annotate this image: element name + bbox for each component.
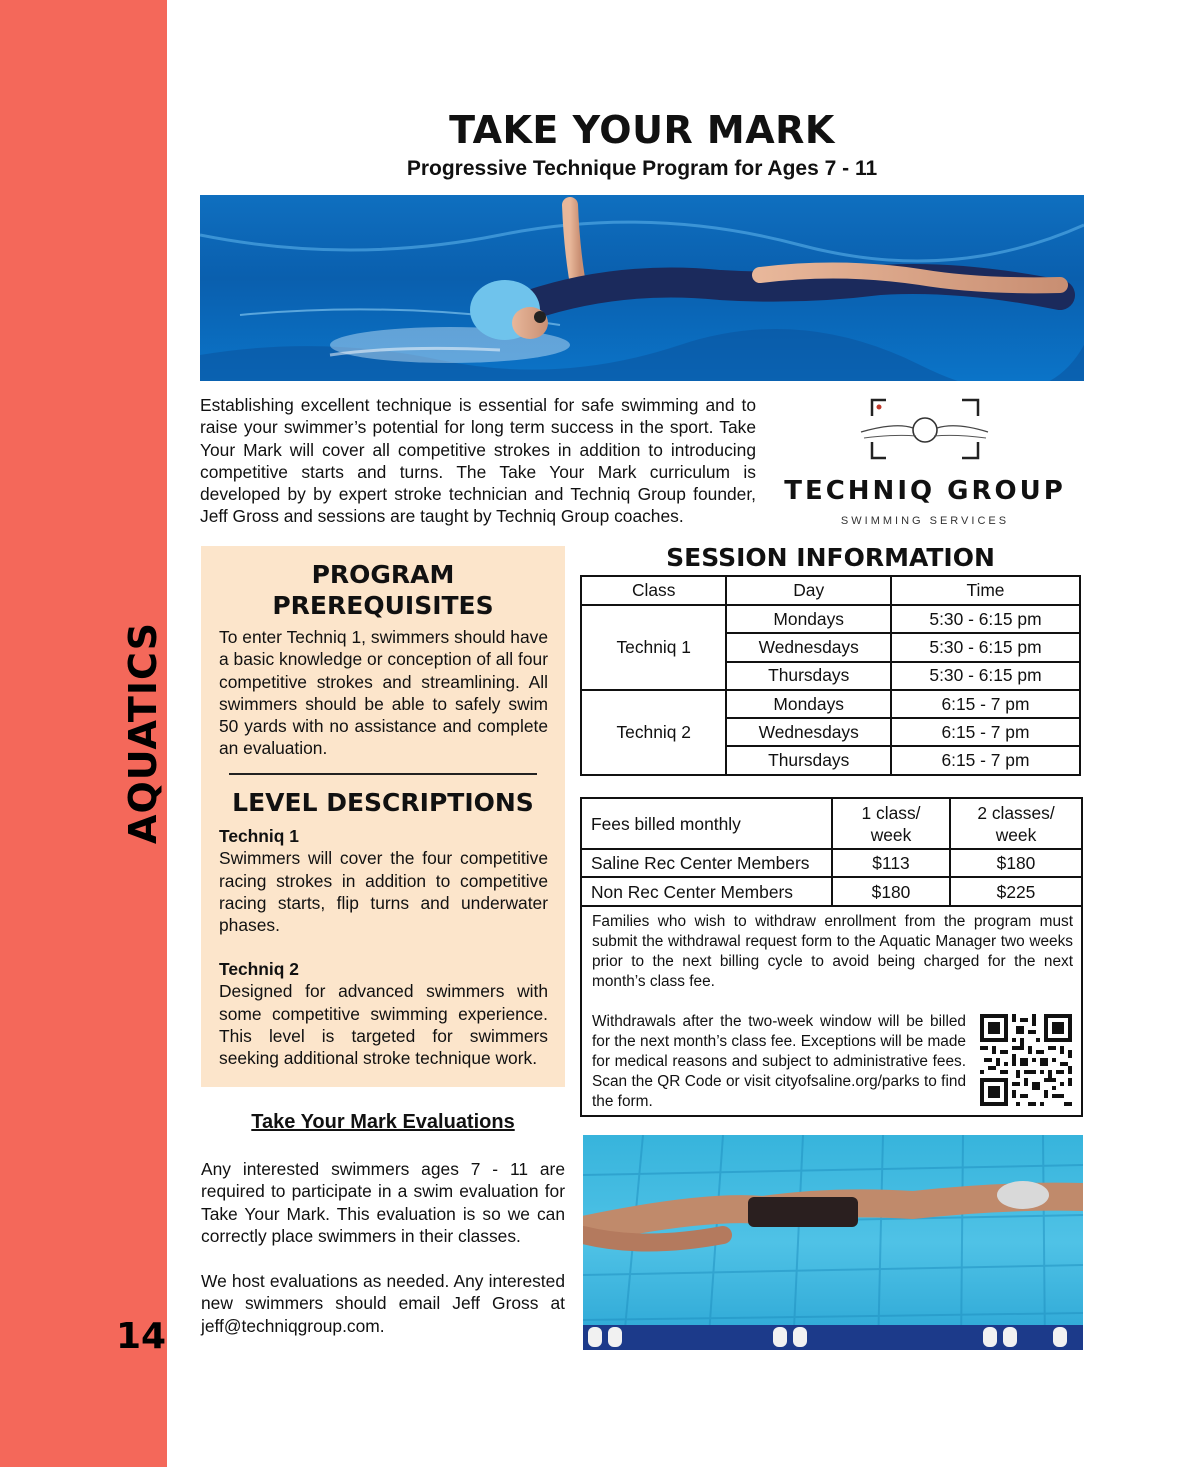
level-descriptions-heading: LEVEL DESCRIPTIONS [232,788,534,817]
intro-paragraph: Establishing excellent technique is essential for safe swimming and to raise your swimmer’s potential for long term success in the sport. Take Your Mark will cover all competitive strokes in addition to introducing competitive starts and turns. The Take Your Mark curriculum is developed by by expert stroke technician and Techniq Group founder, Jeff Gross and sessions are taught by Techniq Group coaches. [200,395,756,527]
class-cell: Techniq 1 [581,605,726,690]
divider [229,773,537,775]
day-cell: Wednesdays [726,633,891,661]
fees-col-header: 2 classes/ week [950,799,1081,849]
day-cell: Thursdays [726,662,891,690]
column-header: Time [891,576,1080,605]
class-cell: Techniq 2 [581,690,726,775]
time-cell: 5:30 - 6:15 pm [891,605,1080,633]
day-cell: Wednesdays [726,718,891,746]
fees-table [582,799,1081,907]
time-cell: 6:15 - 7 pm [891,718,1080,746]
page-subtitle: Progressive Technique Program for Ages 7 - 11 [406,157,878,180]
level-text: Designed for advanced swimmers with some competitive swimming experience. This level is targeted for swimmers seeking additional stroke technique work. [219,981,548,1069]
day-cell: Mondays [726,690,891,718]
day-cell: Thursdays [726,746,891,774]
fees-row-label: Saline Rec Center Members [582,849,832,877]
level-text: Swimmers will cover the four competitive racing strokes in addition to competitive racing starts, flip turns and underwater phases. [219,848,548,936]
underwater-swimmer-photo [583,1135,1083,1350]
section-label: AQUATICS [121,622,165,844]
table-header-row [582,799,1081,849]
column-header: Day [726,576,891,605]
level-item [219,958,548,1069]
time-cell: 6:15 - 7 pm [891,690,1080,718]
evaluations-heading: Take Your Mark Evaluations [251,1111,515,1133]
prerequisites-box [201,546,565,1087]
fees-col-header: 1 class/ week [832,799,950,849]
level-item [219,825,548,936]
table-row [581,690,1080,718]
time-cell: 5:30 - 6:15 pm [891,633,1080,661]
fees-cell: $180 [950,849,1081,877]
logo-name: TECHNIQ GROUP [784,476,1066,506]
qr-code-icon[interactable] [980,1014,1072,1106]
prerequisites-heading [201,559,565,621]
time-cell: 6:15 - 7 pm [891,746,1080,774]
session-heading: SESSION INFORMATION [666,543,995,572]
fees-row-label: Non Rec Center Members [582,877,832,906]
withdrawal-note: Families who wish to withdraw enrollment from the program must submit the withdrawal request form to the Aquatic Manager two weeks prior to the next billing cycle to avoid being charged for the next month’s class fee. [592,913,1073,990]
prerequisites-heading-line1: PROGRAM [311,560,455,589]
level-name: Techniq 1 [219,826,299,846]
fees-cell: $180 [832,877,950,906]
table-row [581,605,1080,633]
fees-cell: $225 [950,877,1081,906]
fees-cell: $113 [832,849,950,877]
evaluations-paragraph: Any interested swimmers ages 7 - 11 are required to participate in a swim evaluation for Take Your Mark. This evaluation is so we can correctly place swimmers in their classes. [201,1159,565,1246]
fees-label-header: Fees billed monthly [582,799,832,849]
table-header-row [581,576,1080,605]
fees-box [580,797,1083,1117]
table-row [582,849,1081,877]
table-row [582,877,1081,906]
logo-tagline: SWIMMING SERVICES [840,515,1010,527]
evaluations-paragraph: We host evaluations as needed. Any interested new swimmers should email Jeff Gross at jeff@techniqgroup.com. [201,1271,565,1336]
page-number: 14 [116,1316,167,1357]
withdrawal-exceptions-note: Withdrawals after the two-week window will be billed for the next month’s class fee. Exceptions will be made for medical reasons and subject to administrative fees. Scan the QR Code or visit cityofsaline.org/parks to find the form. [592,1013,966,1110]
swimmer-photo [200,195,1084,381]
level-name: Techniq 2 [219,959,299,979]
techniq-logo [766,394,1084,534]
day-cell: Mondays [726,605,891,633]
page-title: TAKE YOUR MARK [449,108,835,152]
time-cell: 5:30 - 6:15 pm [891,662,1080,690]
prerequisites-heading-line2: PREREQUISITES [272,591,494,620]
session-table [580,575,1081,776]
column-header: Class [581,576,726,605]
prerequisites-text: To enter Techniq 1, swimmers should have a basic knowledge or conception of all four competitive strokes and streamlining. All swimmers should be able to safely swim 50 yards with no assistance and complete an evaluation. [219,627,548,759]
